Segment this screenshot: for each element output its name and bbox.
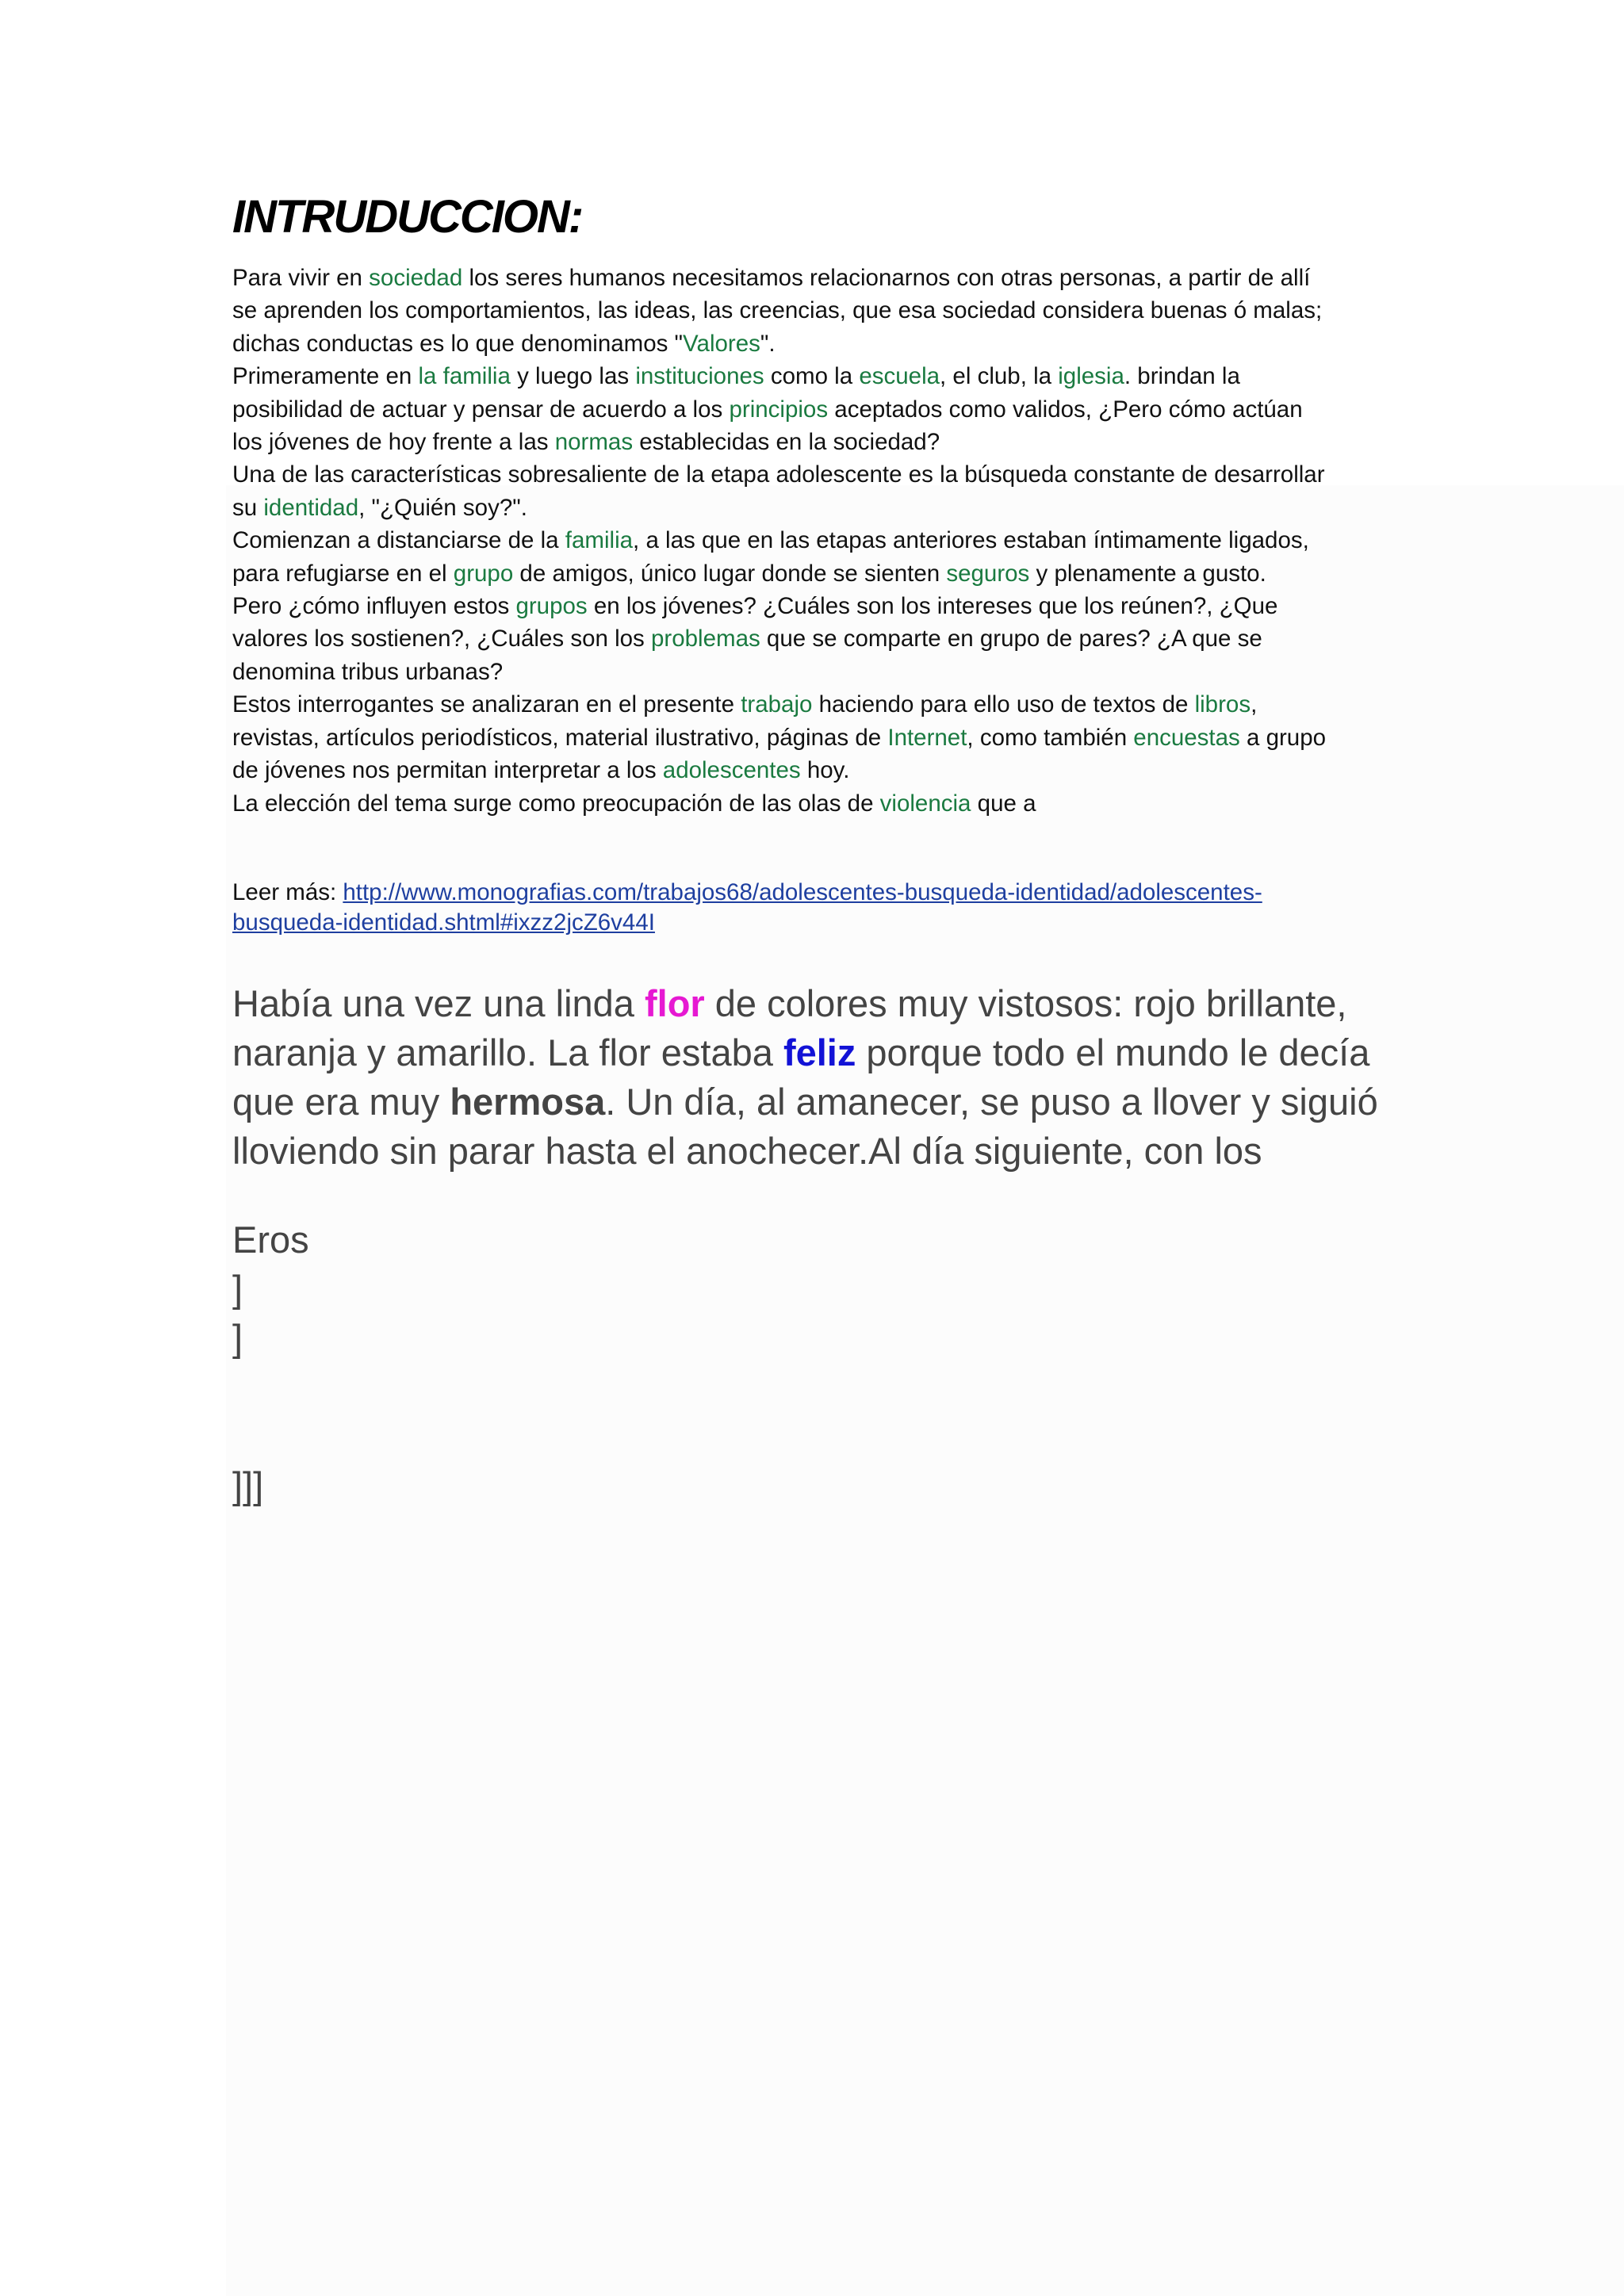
brackets-line: ]]] — [232, 1464, 264, 1506]
keyword-link[interactable]: la familia — [418, 363, 511, 390]
intro-text: para refugiarse en el — [232, 560, 454, 587]
intro-line — [232, 557, 1398, 590]
intro-text: Comienzan a distanciarse de la — [232, 527, 565, 554]
intro-text: de amigos, único lugar donde se sienten — [513, 560, 947, 587]
intro-text: establecidas en la sociedad? — [633, 429, 940, 456]
intro-line — [232, 393, 1398, 426]
intro-line — [232, 656, 1398, 688]
intro-text: los seres humanos necesitamos relacionarnos con otras personas, a partir de allí — [462, 265, 1311, 291]
intro-text: ". — [760, 330, 776, 357]
intro-text: en los jóvenes? ¿Cuáles son los intereses que los reúnen?, ¿Que — [587, 593, 1278, 620]
intro-line — [232, 294, 1398, 327]
keyword-link[interactable]: grupo — [453, 560, 514, 587]
story-line: lloviendo sin parar hasta el anochecer.Al día siguiente, con los — [232, 1130, 1262, 1172]
keyword-link[interactable]: encuestas — [1133, 724, 1240, 751]
story-line — [232, 1028, 1398, 1077]
story-text: Había una vez una linda — [232, 982, 645, 1024]
keyword-link[interactable]: violencia — [879, 790, 971, 817]
intro-line — [232, 458, 1398, 491]
story-text: . Un día, al amanecer, se puso a llover y siguió — [605, 1081, 1378, 1123]
keyword-link[interactable]: familia — [565, 527, 634, 554]
intro-line — [232, 492, 1398, 524]
intro-text: su — [232, 494, 264, 521]
intro-text: como la — [764, 363, 860, 390]
intro-text: La elección del tema surge como preocupación de las olas de — [232, 790, 880, 817]
story-line — [232, 979, 1398, 1028]
story-text: de colores muy vistosos: rojo brillante, — [704, 982, 1347, 1024]
story-text: naranja y amarillo. La flor estaba — [232, 1031, 783, 1073]
intro-text: denomina tribus urbanas? — [232, 658, 504, 685]
intro-line — [232, 688, 1398, 721]
story-line — [232, 1077, 1398, 1127]
keyword-link[interactable]: adolescentes — [662, 757, 801, 784]
keyword-link[interactable]: libros — [1194, 691, 1251, 718]
story-text: porque todo el mundo le decía — [856, 1031, 1370, 1073]
intro-text: Estos interrogantes se analizaran en el presente — [232, 691, 741, 718]
intro-line — [232, 524, 1398, 557]
story-paragraph — [232, 979, 1398, 1176]
keyword-link[interactable]: principios — [729, 396, 829, 423]
intro-text: y luego las — [510, 363, 636, 390]
intro-text: dichas conductas es lo que denominamos " — [232, 330, 684, 357]
eros-text: Eros — [232, 1219, 309, 1261]
intro-line — [232, 360, 1398, 392]
blank-line — [232, 1412, 309, 1461]
bracket-line: ] — [232, 1268, 243, 1310]
keyword-link[interactable]: iglesia — [1058, 363, 1124, 390]
keyword-link[interactable]: problemas — [651, 626, 760, 652]
intro-text: , el club, la — [940, 363, 1059, 390]
keyword-link[interactable]: grupos — [515, 593, 588, 620]
intro-text: , — [1251, 691, 1258, 718]
intro-text: haciendo para ello uso de textos de — [812, 691, 1195, 718]
intro-line — [232, 262, 1398, 294]
word-hermosa: hermosa — [450, 1081, 606, 1123]
intro-paragraph — [232, 262, 1398, 820]
intro-line — [232, 426, 1398, 458]
intro-line — [232, 590, 1398, 622]
intro-text: Primeramente en — [232, 363, 419, 390]
word-flor: flor — [644, 982, 705, 1024]
intro-text: aceptados como validos, ¿Pero cómo actúan — [828, 396, 1303, 423]
read-more — [232, 878, 1262, 938]
intro-text: de jóvenes nos permitan interpretar a los — [232, 757, 663, 784]
intro-text: los jóvenes de hoy frente a las — [232, 429, 555, 456]
intro-text: , "¿Quién soy?". — [358, 494, 527, 521]
keyword-link[interactable]: Valores — [683, 330, 760, 357]
intro-text: hoy. — [800, 757, 850, 784]
intro-text: a grupo — [1239, 724, 1327, 751]
intro-text: y plenamente a gusto. — [1029, 560, 1266, 587]
keyword-link[interactable]: seguros — [946, 560, 1030, 587]
intro-text: se aprenden los comportamientos, las ideas, las creencias, que esa sociedad considera buenas ó malas; — [232, 297, 1323, 324]
keyword-link[interactable]: Internet — [887, 724, 967, 751]
intro-line — [232, 622, 1398, 655]
intro-text: Pero ¿cómo influyen estos — [232, 593, 516, 620]
intro-text: , a las que en las etapas anteriores estaban íntimamente ligados, — [633, 527, 1309, 554]
document-title: INTRUDUCCION: — [232, 191, 583, 243]
read-more-link-line2: busqueda-identidad.shtml#ixzz2jcZ6v44I — [232, 909, 655, 936]
read-more-link-line1: http://www.monografias.com/trabajos68/adolescentes-busqueda-identidad/adolescentes- — [343, 879, 1262, 905]
intro-text: posibilidad de actuar y pensar de acuerdo a los — [232, 396, 730, 423]
tail-text — [232, 1215, 309, 1510]
keyword-link[interactable]: trabajo — [741, 691, 813, 718]
intro-text: que se comparte en grupo de pares? ¿A que se — [760, 626, 1262, 652]
intro-text: , como también — [967, 724, 1134, 751]
read-more-label: Leer más: — [232, 879, 343, 905]
intro-line — [232, 721, 1398, 754]
intro-line — [232, 754, 1398, 786]
bracket-line: ] — [232, 1317, 243, 1359]
blank-line — [232, 1363, 309, 1412]
word-feliz: feliz — [783, 1031, 856, 1073]
keyword-link[interactable]: identidad — [263, 494, 359, 521]
read-more-link[interactable] — [232, 879, 1262, 936]
intro-line — [232, 787, 1398, 820]
intro-text: Una de las características sobresaliente de la etapa adolescente es la búsqueda constante de desarrollar — [232, 461, 1325, 488]
intro-text: revistas, artículos periodísticos, material ilustrativo, páginas de — [232, 724, 888, 751]
intro-line — [232, 327, 1398, 360]
keyword-link[interactable]: normas — [554, 429, 634, 456]
keyword-link[interactable]: escuela — [859, 363, 940, 390]
intro-text: valores los sostienen?, ¿Cuáles son los — [232, 626, 651, 652]
intro-text: Para vivir en — [232, 265, 370, 291]
intro-text: . brindan la — [1124, 363, 1240, 390]
intro-text: que a — [971, 790, 1036, 817]
story-text: que era muy — [232, 1081, 450, 1123]
keyword-link[interactable]: sociedad — [369, 265, 463, 291]
keyword-link[interactable]: instituciones — [635, 363, 764, 390]
